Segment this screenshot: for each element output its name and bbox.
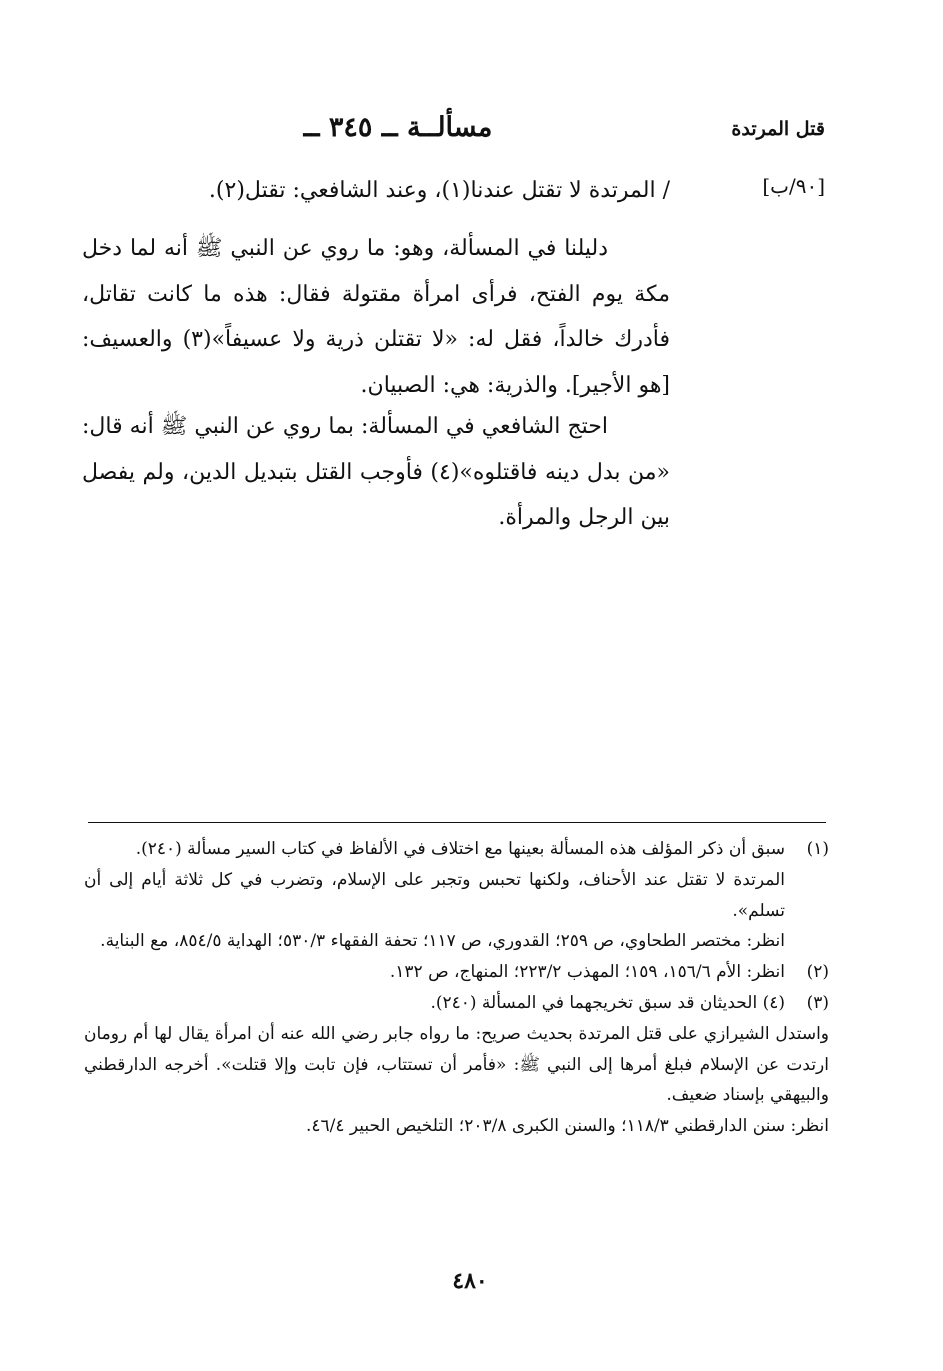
footnote-number: (١) [806, 839, 829, 859]
page-number: ٤٨٠ [452, 1268, 488, 1294]
footnote-3-continued [84, 1019, 829, 1142]
footnote-number: (٣) [806, 992, 829, 1013]
footnote-body [84, 957, 785, 988]
paragraph-text: دليلنا في المسألة، وهو: ما روي عن النبي ﷺ أنه لما دخل مكة يوم الفتح، فرأى امرأة مقتولة فقال: هذه ما كانت تقاتل، فأدرك خالداً، فقل له: «لا تقتلن ذرية ولا عسيفاً»(٣) والعسيف: [هو الأجير]. والذرية: هي: الصبيان. [82, 236, 670, 398]
footnote-text: (٤) الحديثان قد سبق تخريجهما في المسألة (٢٤٠). [430, 992, 785, 1013]
footnote-separator-line [88, 822, 826, 823]
footnote-text: سبق أن ذكر المؤلف هذه المسألة بعينها مع اختلاف في الألفاظ في كتاب السير مسألة (٢٤٠). [135, 839, 785, 859]
footnotes-section [84, 834, 829, 1142]
footnote-text: انظر: مختصر الطحاوي، ص ٢٥٩؛ القدوري، ص ١١٧؛ تحفة الفقهاء ٥٣٠/٣؛ الهداية ٨٥٤/٥، مع البناية. [100, 931, 785, 952]
footnote-body [84, 988, 785, 1019]
main-text-paragraph-2 [82, 226, 670, 408]
issue-heading: مسألــة ــ ٣٤٥ ــ [303, 112, 493, 143]
margin-topic-title: قتل المرتدة [731, 118, 825, 140]
main-text-paragraph-3 [82, 404, 670, 541]
footnote-1 [84, 834, 829, 957]
main-text-paragraph-1 [82, 168, 670, 214]
footnote-body [84, 834, 785, 957]
manuscript-folio-reference: [٩٠/ب] [762, 174, 825, 198]
footnote-text: واستدل الشيرازي على قتل المرتدة بحديث صريح: ما رواه جابر رضي الله عنه أن امرأة يقال لها أم رومان ارتدت عن الإسلام فبلغ أمرها إلى النبي ﷺ: «فأمر أن تستتاب، فإن تابت وإلا قتلت». أخرجه الدارقطني والبيهقي بإسناد ضعيف. [84, 1023, 829, 1106]
footnote-text: انظر: الأم ١٥٦/٦، ١٥٩؛ المهذب ٢٢٣/٢؛ المنهاج، ص ١٣٢. [389, 962, 785, 983]
footnote-text: انظر: سنن الدارقطني ١١٨/٣؛ والسنن الكبرى ٢٠٣/٨؛ التلخيص الحبير ٤٦/٤. [305, 1116, 829, 1137]
paragraph-text: / المرتدة لا تقتل عندنا(١)، وعند الشافعي: تقتل(٢). [208, 178, 670, 203]
footnote-text: المرتدة لا تقتل عند الأحناف، ولكنها تحبس وتجبر على الإسلام، وتضرب في كل ثلاثة أيام إلى أن تسلم». [84, 869, 785, 921]
footnote-body [84, 1019, 829, 1142]
footnote-3 [84, 988, 829, 1019]
footnote-2 [84, 957, 829, 988]
footnote-number: (٢) [806, 962, 829, 983]
paragraph-text: احتج الشافعي في المسألة: بما روي عن النبي ﷺ أنه قال: «من بدل دينه فاقتلوه»(٤) فأوجب القتل بتبديل الدين، ولم يفصل بين الرجل والمرأة. [82, 414, 670, 531]
